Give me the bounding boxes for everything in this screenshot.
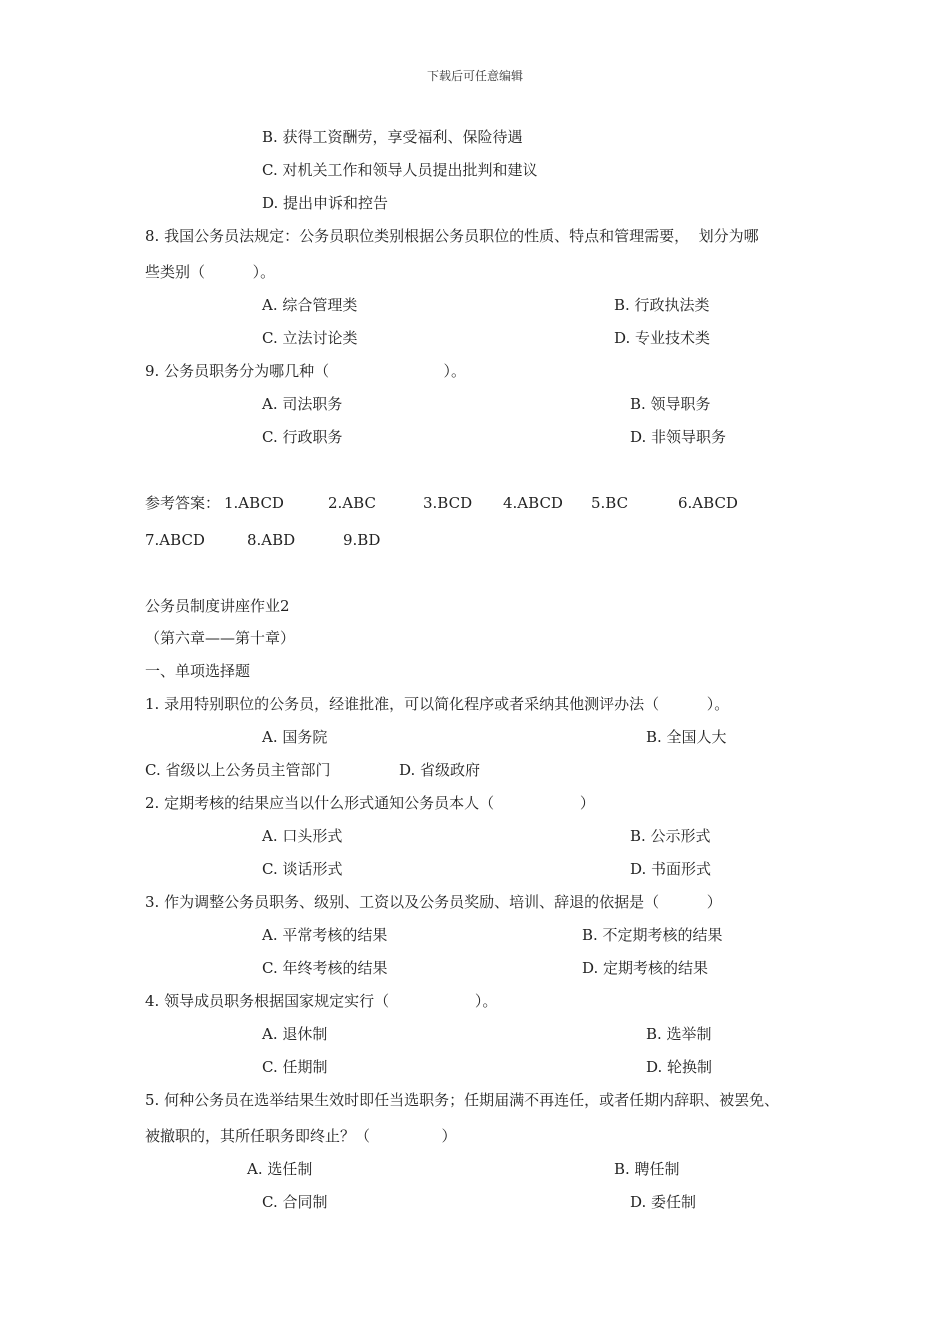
page-header: 下载后可任意编辑 bbox=[426, 69, 523, 83]
s5-option-a: A. 选任制 bbox=[247, 1160, 313, 1178]
q8-stem-line2: 些类别（ ）。 bbox=[145, 263, 276, 281]
s1-option-b: B. 全国人大 bbox=[646, 728, 727, 746]
answer-item: 2.ABC bbox=[328, 494, 376, 512]
s4-option-c: C. 任期制 bbox=[262, 1058, 328, 1076]
s2-option-c: C. 谈话形式 bbox=[262, 860, 343, 878]
section-question-type: 一、单项选择题 bbox=[145, 662, 251, 680]
section-title: 公务员制度讲座作业2 bbox=[145, 597, 290, 615]
answer-item: 7.ABCD bbox=[145, 531, 205, 549]
answers-label: 参考答案： bbox=[145, 494, 221, 512]
q9-option-a: A. 司法职务 bbox=[262, 395, 343, 413]
answer-item: 3.BCD bbox=[423, 494, 473, 512]
s3-option-b: B. 不定期考核的结果 bbox=[582, 926, 723, 944]
q8-option-d: D. 专业技术类 bbox=[614, 329, 711, 347]
s5-stem-line2: 被撤职的，其所任职务即终止？（ ） bbox=[145, 1127, 457, 1145]
s5-stem-line1: 5. 何种公务员在选举结果生效时即任当选职务；任期届满不再连任，或者任期内辞职、被罢免、 bbox=[145, 1091, 780, 1109]
q9-stem: 9. 公务员职务分为哪几种（ ）。 bbox=[145, 362, 467, 380]
s5-option-d: D. 委任制 bbox=[630, 1193, 697, 1211]
answer-item: 4.ABCD bbox=[503, 494, 563, 512]
s5-option-c: C. 合同制 bbox=[262, 1193, 328, 1211]
answer-item: 6.ABCD bbox=[678, 494, 738, 512]
q8-option-c: C. 立法讨论类 bbox=[262, 329, 358, 347]
s3-option-a: A. 平常考核的结果 bbox=[262, 926, 388, 944]
s2-option-b: B. 公示形式 bbox=[630, 827, 711, 845]
answer-item: 8.ABD bbox=[247, 531, 296, 549]
s4-option-d: D. 轮换制 bbox=[646, 1058, 713, 1076]
s3-option-d: D. 定期考核的结果 bbox=[582, 959, 709, 977]
q8-stem-line1: 8. 我国公务员法规定：公务员职位类别根据公务员职位的性质、特点和管理需要， 划分为哪 bbox=[145, 227, 759, 245]
section-range: （第六章——第十章） bbox=[145, 629, 296, 647]
s3-stem: 3. 作为调整公务员职务、级别、工资以及公务员奖励、培训、辞退的依据是（ ） bbox=[145, 893, 722, 911]
s2-stem: 2. 定期考核的结果应当以什么形式通知公务员本人（ ） bbox=[145, 794, 595, 812]
s2-option-a: A. 口头形式 bbox=[262, 827, 343, 845]
s4-option-a: A. 退休制 bbox=[262, 1025, 328, 1043]
prev-option-d: D. 提出申诉和控告 bbox=[262, 194, 389, 212]
s1-option-a: A. 国务院 bbox=[262, 728, 328, 746]
q9-option-b: B. 领导职务 bbox=[630, 395, 711, 413]
answer-item: 1.ABCD bbox=[224, 494, 284, 512]
s4-option-b: B. 选举制 bbox=[646, 1025, 712, 1043]
s5-option-b: B. 聘任制 bbox=[614, 1160, 680, 1178]
answer-item: 5.BC bbox=[591, 494, 629, 512]
s2-option-d: D. 书面形式 bbox=[630, 860, 712, 878]
s1-stem: 1. 录用特别职位的公务员，经谁批准，可以简化程序或者采纳其他测评办法（ ）。 bbox=[145, 695, 730, 713]
q8-option-b: B. 行政执法类 bbox=[614, 296, 710, 314]
s1-option-d: D. 省级政府 bbox=[399, 761, 481, 779]
prev-option-b: B. 获得工资酬劳，享受福利、保险待遇 bbox=[262, 128, 523, 146]
s1-option-c: C. 省级以上公务员主管部门 bbox=[145, 761, 331, 779]
q9-option-d: D. 非领导职务 bbox=[630, 428, 727, 446]
q8-option-a: A. 综合管理类 bbox=[262, 296, 358, 314]
q9-option-c: C. 行政职务 bbox=[262, 428, 343, 446]
s3-option-c: C. 年终考核的结果 bbox=[262, 959, 388, 977]
prev-option-c: C. 对机关工作和领导人员提出批判和建议 bbox=[262, 161, 538, 179]
s4-stem: 4. 领导成员职务根据国家规定实行（ ）。 bbox=[145, 992, 498, 1010]
answer-item: 9.BD bbox=[343, 531, 381, 549]
